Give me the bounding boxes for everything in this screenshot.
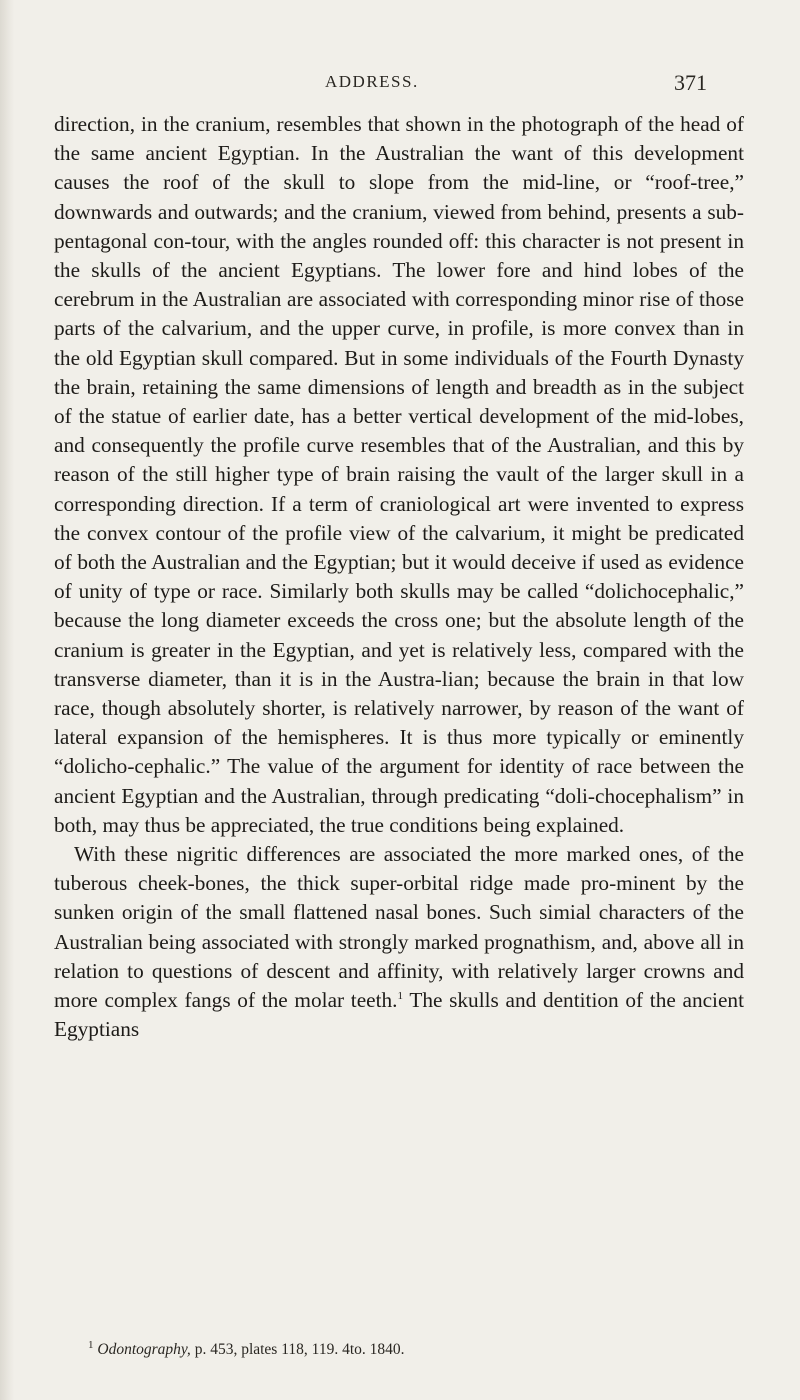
footnote-details: p. 453, plates 118, 119. 4to. 1840. — [190, 1341, 405, 1358]
footnote — [88, 1340, 738, 1360]
footnote-title: Odontography, — [97, 1341, 191, 1358]
page-number: 371 — [674, 70, 707, 95]
footnote-reference[interactable]: 1 — [397, 990, 404, 1002]
paragraph-1: direction, in the cranium, resembles that shown in the photograph of the head of the same ancient Egyptian. In the Australian the want of this development causes the roof of the skull to slope from the mid-line, or “roof-tree,” downwards and outwards; and the cranium, viewed from behind, presents a sub-pentagonal con-tour, with the angles rounded off: this character is not present in the skulls of the ancient Egyptians. The lower fore and hind lobes of the cerebrum in the Australian are associated with corresponding minor rise of those parts of the calvarium, and the upper curve, in profile, is more convex than in the old Egyptian skull compared. But in some individuals of the Fourth Dynasty the brain, retaining the same dimensions of length and breadth as in the subject of the statue of earlier date, has a better vertical development of the mid-lobes, and consequently the profile curve resembles that of the Australian, and this by reason of the still higher type of brain raising the vault of the larger skull in a corresponding direction. If a term of craniological art were invented to express the convex contour of the profile view of the calvarium, it might be predicated of both the Australian and the Egyptian; but it would deceive if used as evidence of unity of type or race. Similarly both skulls may be called “dolichocephalic,” because the long diameter exceeds the cross one; but the absolute length of the cranium is greater in the Egyptian, and yet is relatively less, compared with the transverse diameter, than it is in the Austra-lian; because the brain in that low race, though absolutely shorter, is relatively narrower, by reason of the want of lateral expansion of the hemispheres. It is thus more typically or eminently “dolicho-cephalic.” The value of the argument for identity of race between the ancient Egyptian and the Australian, through predicating “doli-chocephalism” in both, may thus be appreciated, the true conditions being explained. — [54, 112, 744, 837]
paragraph-2-continuation: The skulls and dentition of the ancient Egyptians — [54, 988, 744, 1042]
page-gutter-shadow — [0, 0, 14, 1400]
paragraph-2 — [54, 840, 744, 1044]
footnote-marker: 1 — [88, 1338, 94, 1351]
running-head: ADDRESS. — [325, 72, 419, 91]
paragraph-2-text: With these nigritic differences are associated the more marked ones, of the tuberous cheek-bones, the thick super-orbital ridge made pro-minent by the sunken origin of the small flattened nasal bones. Such simial characters of the Australian being associated with strongly marked prognathism, and, above all in relation to questions of descent and affinity, with relatively larger crowns and more complex fangs of the molar teeth. — [54, 842, 744, 1013]
body-text — [54, 110, 744, 1045]
